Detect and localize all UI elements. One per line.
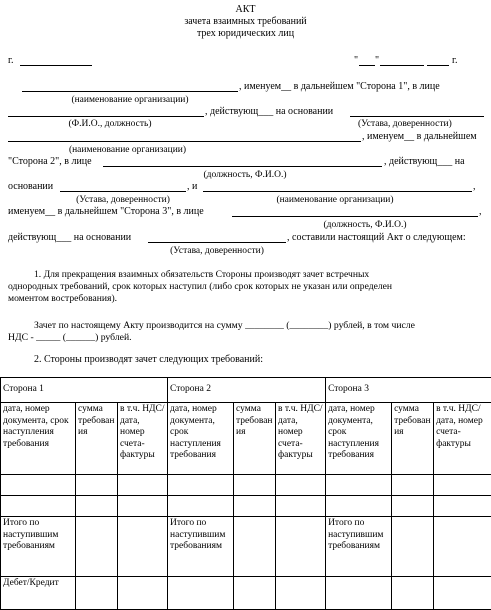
party1-acting-text: , действующ___ на основании [205, 106, 333, 118]
party1-total-label: Итого по наступившим требованиям [1, 517, 76, 577]
party3-line-prefix: именуем__ в дальнейшем "Сторона 3", в лице [8, 206, 204, 218]
clause-amount-line2: НДС - _____ (______) рублей. [8, 332, 132, 344]
table-cell[interactable] [434, 577, 491, 610]
table-cell[interactable] [234, 577, 276, 610]
party1-person-field[interactable] [8, 116, 204, 117]
party1-person-caption: (Ф.И.О., должность) [30, 118, 190, 130]
party3-total-vat[interactable] [434, 517, 491, 577]
party3-org-field[interactable] [203, 191, 472, 192]
party3-basis-prefix: действующ___ на основании [8, 232, 131, 244]
party2-basis-caption: (Устава, доверенности) [60, 194, 186, 206]
table-row [1, 496, 491, 517]
party1-basis-field[interactable] [350, 116, 484, 117]
clause1-line1: 1. Для прекращения взаимных обязательств Стороны производят зачет встречных [34, 269, 369, 281]
party2-line-prefix: "Сторона 2", в лице [8, 156, 92, 168]
party2-doc-col: дата, номер документа, срок наступления требования [168, 403, 234, 475]
party1-org-field[interactable] [22, 91, 238, 92]
clause2-heading: 2. Стороны производят зачет следующих требований: [34, 354, 263, 366]
party3-header: Сторона 3 [326, 378, 491, 403]
table-cell[interactable] [76, 577, 118, 610]
table-cell[interactable] [118, 475, 168, 496]
document-subtitle: зачета взаимных требований [0, 16, 491, 28]
table-cell[interactable] [276, 496, 326, 517]
party2-total-vat[interactable] [276, 517, 326, 577]
party2-vat-col: в т.ч. НДС/дата, номер счета-фактуры [276, 403, 326, 475]
party1-doc-col: дата, номер документа, срок наступления требования [1, 403, 76, 475]
party2-person-field[interactable] [103, 166, 382, 167]
table-cell[interactable] [234, 496, 276, 517]
date-quote-close: " [375, 55, 379, 67]
table-cell[interactable] [168, 475, 234, 496]
party1-org-caption: (наименование организации) [30, 94, 230, 106]
party1-basis-caption: (Устава, доверенности) [358, 118, 452, 130]
offset-table [0, 377, 491, 610]
party3-sum-col: сумма требования [392, 403, 434, 475]
debit-credit-label: Дебет/Кредит [1, 577, 76, 610]
table-cell[interactable] [276, 577, 326, 610]
party3-conclusion-text: , составили настоящий Акт о следующем: [287, 232, 466, 244]
date-quote-open: " [354, 55, 358, 67]
party1-total-sum[interactable] [76, 517, 118, 577]
party3-doc-col: дата, номер документа, срок наступления требования [326, 403, 392, 475]
table-cell[interactable] [76, 496, 118, 517]
city-field[interactable] [20, 65, 92, 66]
clause1-line2: однородных требований, срок которых наступил (либо срок которых не указан или определен [8, 281, 392, 293]
party3-org-comma: , [473, 181, 476, 193]
party1-header: Сторона 1 [1, 378, 168, 403]
date-month-field[interactable] [380, 65, 424, 66]
table-cell[interactable] [326, 496, 392, 517]
party2-org-caption: (наименование организации) [40, 144, 215, 156]
party1-total-vat[interactable] [118, 517, 168, 577]
table-cell[interactable] [392, 475, 434, 496]
party3-person-caption: (должность, Ф.И.О.) [300, 219, 430, 231]
clause1-line3: моментом востребования). [8, 293, 117, 305]
table-cell[interactable] [434, 496, 491, 517]
table-cell[interactable] [434, 475, 491, 496]
table-cell[interactable] [326, 577, 392, 610]
table-cell[interactable] [1, 475, 76, 496]
party2-basis-prefix: основании [8, 181, 53, 193]
party3-basis-field[interactable] [148, 242, 286, 243]
table-cell[interactable] [118, 577, 168, 610]
party2-org-field[interactable] [8, 141, 361, 142]
party1-role-text: , именуем__ в дальнейшем "Сторона 1", в лице [239, 81, 440, 93]
table-cell[interactable] [392, 577, 434, 610]
party3-total-label: Итого по наступившим требованиям [326, 517, 392, 577]
date-year-field[interactable] [427, 65, 449, 66]
party2-acting-text: , действующ___ на [384, 156, 465, 168]
table-cell[interactable] [1, 496, 76, 517]
party2-role-text: , именуем__ в дальнейшем [362, 131, 477, 143]
table-row [1, 475, 491, 496]
party2-and-text: , и [187, 181, 197, 193]
table-cell[interactable] [234, 475, 276, 496]
party2-basis-field[interactable] [60, 191, 186, 192]
table-cell[interactable] [168, 496, 234, 517]
table-cell[interactable] [118, 496, 168, 517]
party2-person-caption: (должность, Ф.И.О.) [180, 169, 310, 181]
table-cell[interactable] [276, 475, 326, 496]
table-cell[interactable] [76, 475, 118, 496]
document-title: АКТ [0, 4, 491, 16]
party2-total-sum[interactable] [234, 517, 276, 577]
party3-basis-caption: (Устава, доверенности) [148, 245, 286, 257]
party2-header: Сторона 2 [168, 378, 326, 403]
party1-vat-col: в т.ч. НДС/дата, номер счета-фактуры [118, 403, 168, 475]
party1-sum-col: сумма требования [76, 403, 118, 475]
city-prefix: г. [8, 55, 13, 67]
table-cell[interactable] [392, 496, 434, 517]
date-suffix: г. [452, 55, 457, 67]
document-subtitle-2: трех юридических лиц [0, 28, 491, 40]
clause-amount-line1: Зачет по настоящему Акту производится на сумму ________ (________) рублей, в том числе [34, 320, 415, 332]
party3-vat-col: в т.ч. НДС/дата, номер счета-фактуры [434, 403, 491, 475]
table-cell[interactable] [168, 577, 234, 610]
table-cell[interactable] [326, 475, 392, 496]
party3-total-sum[interactable] [392, 517, 434, 577]
party2-sum-col: сумма требования [234, 403, 276, 475]
party3-org-caption: (наименование организации) [260, 194, 410, 206]
party3-person-comma: , [479, 206, 482, 218]
party3-person-field[interactable] [232, 216, 478, 217]
party2-total-label: Итого по наступившим требованиям [168, 517, 234, 577]
date-day-field[interactable] [359, 65, 375, 66]
